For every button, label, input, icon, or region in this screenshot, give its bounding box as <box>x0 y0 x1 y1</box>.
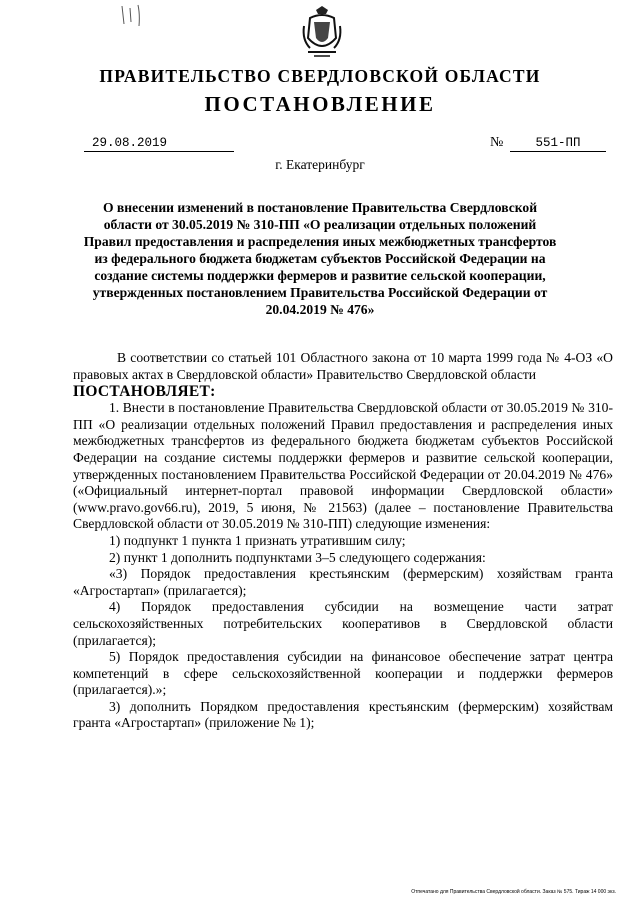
city: г. Екатеринбург <box>275 157 365 172</box>
print-footer: Отпечатано для Правительства Свердловской области. Заказ № 575. Тираж 14 000 экз. <box>411 889 616 895</box>
paragraph-7: 3) дополнить Порядком предоставления крестьянским (фермерским) хозяйствам гранта «Агростартап» (приложение № 1); <box>73 698 613 731</box>
document-type: ПОСТАНОВЛЕНИЕ <box>204 92 436 116</box>
handwritten-mark <box>118 2 148 30</box>
decree-body <box>73 350 613 732</box>
coat-of-arms-emblem <box>300 4 344 60</box>
preamble: В соответствии со статьей 101 Областного закона от 10 марта 1999 года № 4-ОЗ «О правовых актах в Свердловской области» Правительство Свердловской области <box>73 350 613 382</box>
paragraph-2: 1) подпункт 1 пункта 1 признать утратившим силу; <box>109 532 406 548</box>
decree-title: О внесении изменений в постановление Правительства Свердловской области от 30.05.2019 № 310-ПП «О реализации отдельных положений Правил предоставления и распределения иных межбюджетных трансфертов из федерального бюджета бюджетам субъектов Российской Федерации на создание системы поддержки фермеров и развитие сельской кооперации, утвержденных постановлением Правительства Российской Федерации от 20.04.2019 № 476» <box>83 200 557 317</box>
decree-number: 551-ПП <box>510 135 606 152</box>
paragraph-4: «3) Порядок предоставления крестьянским (фермерским) хозяйствам гранта «Агростартап» (прилагается); <box>73 566 613 598</box>
number-sign: № <box>490 135 504 150</box>
paragraph-3: 2) пункт 1 дополнить подпунктами 3–5 следующего содержания: <box>109 549 486 565</box>
ruling-word: ПОСТАНОВЛЯЕТ: <box>73 383 216 401</box>
government-name: ПРАВИТЕЛЬСТВО СВЕРДЛОВСКОЙ ОБЛАСТИ <box>99 66 541 86</box>
paragraph-1: 1. Внести в постановление Правительства Свердловской области от 30.05.2019 № 310-ПП «О реализации отдельных положений Правил предоставления и распределения иных межбюджетных трансфертов из федерального бюджета бюджетам субъектов Российской Федерации на создание системы поддержки фермеров и развитие сельской кооперации, утвержденных постановлением Правительства Российской Федерации от 20.04.2019 № 476» («Официальный интернет-портал правовой информации Свердловской области» (www.pravo.gov66.ru), 2019, 5 июня, № 21563) (далее – постановление Правительства Свердловской области от 30.05.2019 № 310-ПП) следующие изменения: <box>73 400 613 532</box>
paragraph-5: 4) Порядок предоставления субсидии на возмещение части затрат сельскохозяйственных потребительских кооперативов в Свердловской области (прилагается); <box>73 599 613 648</box>
paragraph-6: 5) Порядок предоставления субсидии на финансовое обеспечение затрат центра компетенций в сфере сельскохозяйственной кооперации и поддержки фермеров (прилагается).»; <box>73 649 613 698</box>
decree-date: 29.08.2019 <box>84 135 234 152</box>
